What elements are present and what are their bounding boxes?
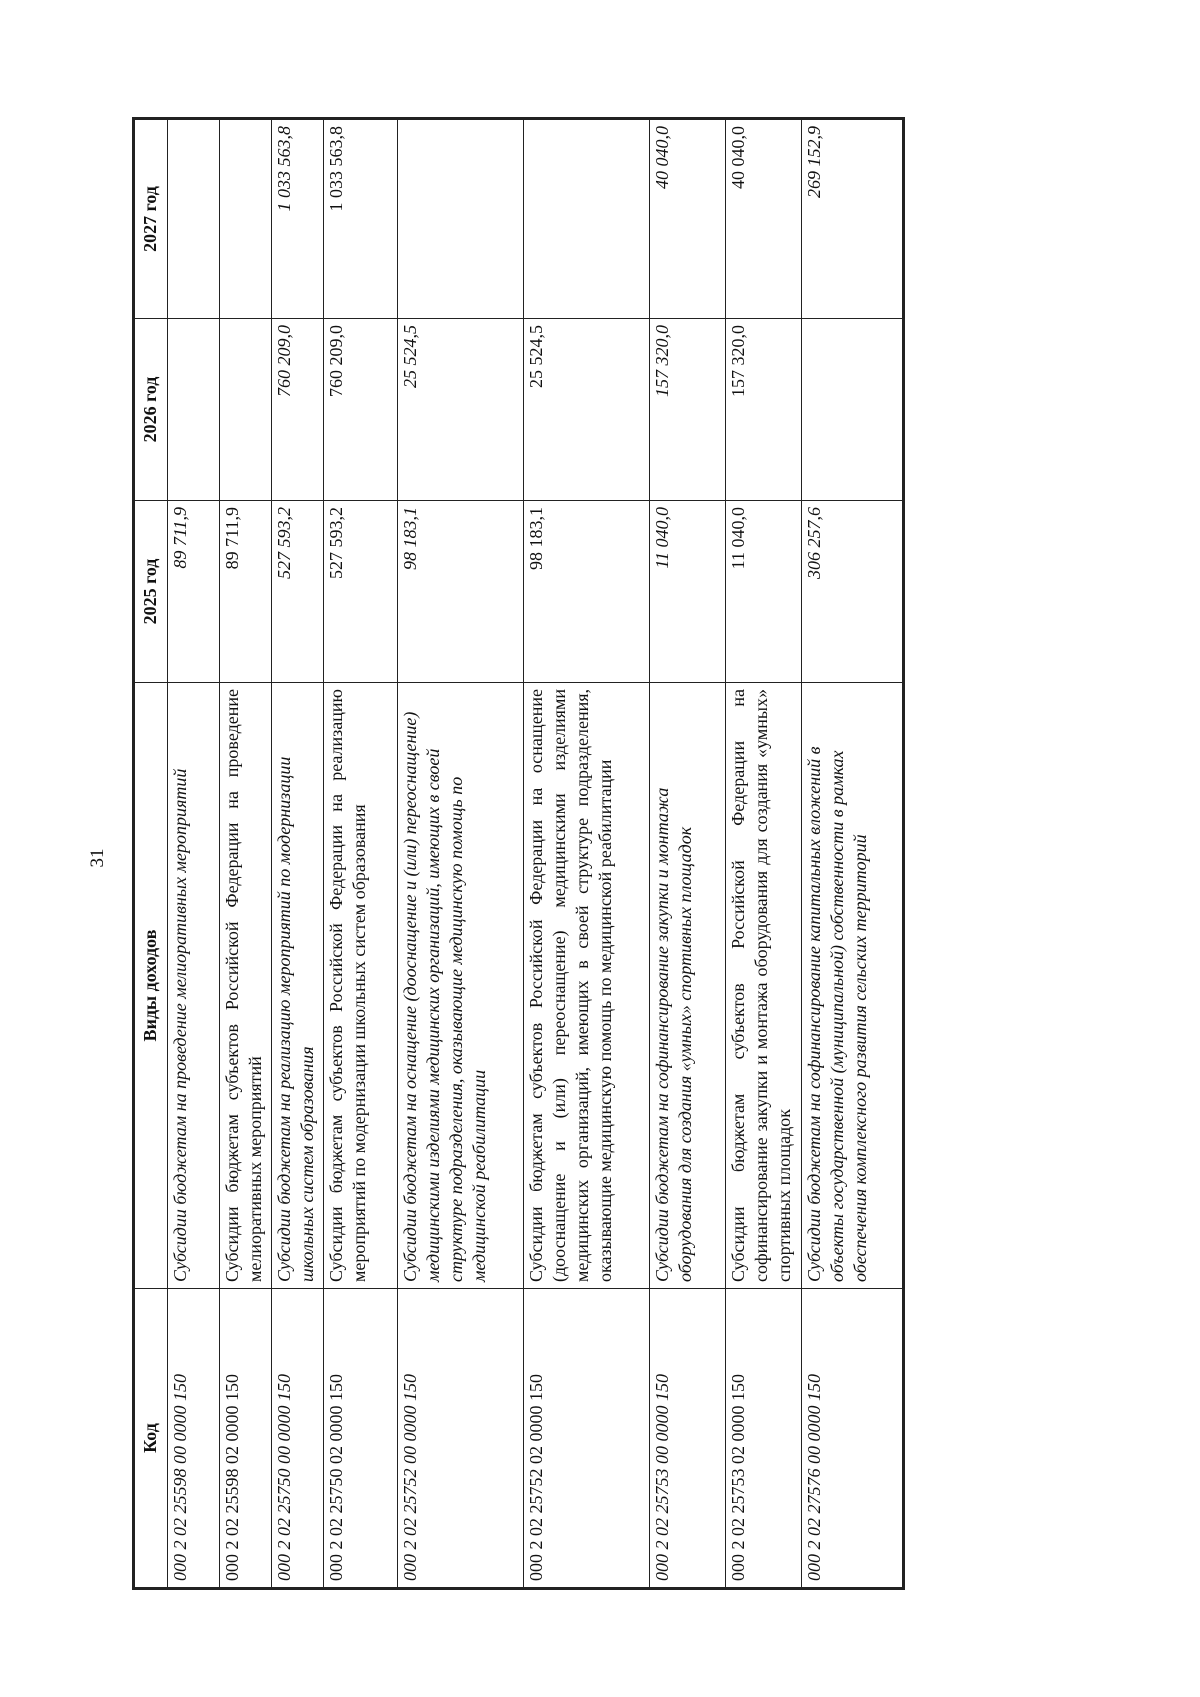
table-row [168,119,220,1589]
header-2026: 2026 год [134,319,168,501]
row-description: Субсидии бюджетам на проведение мелиоративных мероприятий [168,683,220,1289]
row-value-2025: 89 711,9 [168,501,220,683]
row-value-2027: 1 033 563,8 [272,119,324,319]
row-description: Субсидии бюджетам на софинансирование закупки и монтажа оборудования для создания «умных» спортивных площадок [650,683,726,1289]
budget-table [132,117,905,1590]
row-value-2027 [524,119,650,319]
table-row [524,119,650,1589]
row-code: 000 2 02 25750 00 0000 150 [272,1289,324,1589]
table-row [324,119,398,1589]
row-value-2026 [168,319,220,501]
row-value-2027: 1 033 563,8 [324,119,398,319]
header-code: Код [134,1289,168,1589]
page-number: 31 [87,848,108,868]
row-value-2027 [398,119,524,319]
row-description: Субсидии бюджетам на оснащение (дооснащение и (или) переоснащение) медицинскими изделиями медицинских организаций, имеющих в своей структуре подразделения, оказывающие медицинскую помощь по медицинской реабилитации [398,683,524,1289]
row-value-2025: 306 257,6 [802,501,904,683]
table-row [398,119,524,1589]
table-header-row [134,119,168,1589]
row-description: Субсидии бюджетам субъектов Российской Федерации на софинансирование закупки и монтажа оборудования для создания «умных» спортивных площадок [726,683,802,1289]
row-code: 000 2 02 25753 00 0000 150 [650,1289,726,1589]
row-value-2027 [168,119,220,319]
row-value-2026: 760 209,0 [272,319,324,501]
table-row [272,119,324,1589]
row-value-2027: 269 152,9 [802,119,904,319]
table-row [220,119,272,1589]
row-code: 000 2 02 25598 02 0000 150 [220,1289,272,1589]
row-description: Субсидии бюджетам субъектов Российской Федерации на реализацию мероприятий по модернизации школьных систем образования [324,683,398,1289]
row-value-2026: 25 524,5 [398,319,524,501]
row-value-2026: 157 320,0 [726,319,802,501]
row-value-2025: 89 711,9 [220,501,272,683]
row-value-2026 [220,319,272,501]
row-code: 000 2 02 25752 02 0000 150 [524,1289,650,1589]
row-code: 000 2 02 25750 02 0000 150 [324,1289,398,1589]
row-description: Субсидии бюджетам на софинансирование капитальных вложений в объекты государственной (муниципальной) собственности в рамках обеспечения комплексного развития сельских территорий [802,683,904,1289]
row-code: 000 2 02 25598 00 0000 150 [168,1289,220,1589]
header-2027: 2027 год [134,119,168,319]
row-description: Субсидии бюджетам субъектов Российской Федерации на оснащение (дооснащение и (или) переоснащение) медицинскими изделиями медицинских организаций, имеющих в своей структуре подразделения, оказывающие медицинскую помощь по медицинской реабилитации [524,683,650,1289]
header-2025: 2025 год [134,501,168,683]
row-value-2026: 25 524,5 [524,319,650,501]
row-description: Субсидии бюджетам субъектов Российской Федерации на проведение мелиоративных мероприятий [220,683,272,1289]
row-value-2025: 98 183,1 [398,501,524,683]
row-value-2027: 40 040,0 [650,119,726,319]
row-value-2026: 760 209,0 [324,319,398,501]
table-row [802,119,904,1589]
row-value-2025: 11 040,0 [650,501,726,683]
row-value-2025: 11 040,0 [726,501,802,683]
row-code: 000 2 02 25752 00 0000 150 [398,1289,524,1589]
row-value-2025: 527 593,2 [272,501,324,683]
table-row [726,119,802,1589]
table-row [650,119,726,1589]
row-value-2026: 157 320,0 [650,319,726,501]
row-value-2027: 40 040,0 [726,119,802,319]
row-code: 000 2 02 27576 00 0000 150 [802,1289,904,1589]
row-code: 000 2 02 25753 02 0000 150 [726,1289,802,1589]
row-description: Субсидии бюджетам на реализацию мероприятий по модернизации школьных систем образования [272,683,324,1289]
rotated-table-container [132,120,982,1590]
row-value-2026 [802,319,904,501]
row-value-2025: 98 183,1 [524,501,650,683]
row-value-2027 [220,119,272,319]
row-value-2025: 527 593,2 [324,501,398,683]
header-income-type: Виды доходов [134,683,168,1289]
